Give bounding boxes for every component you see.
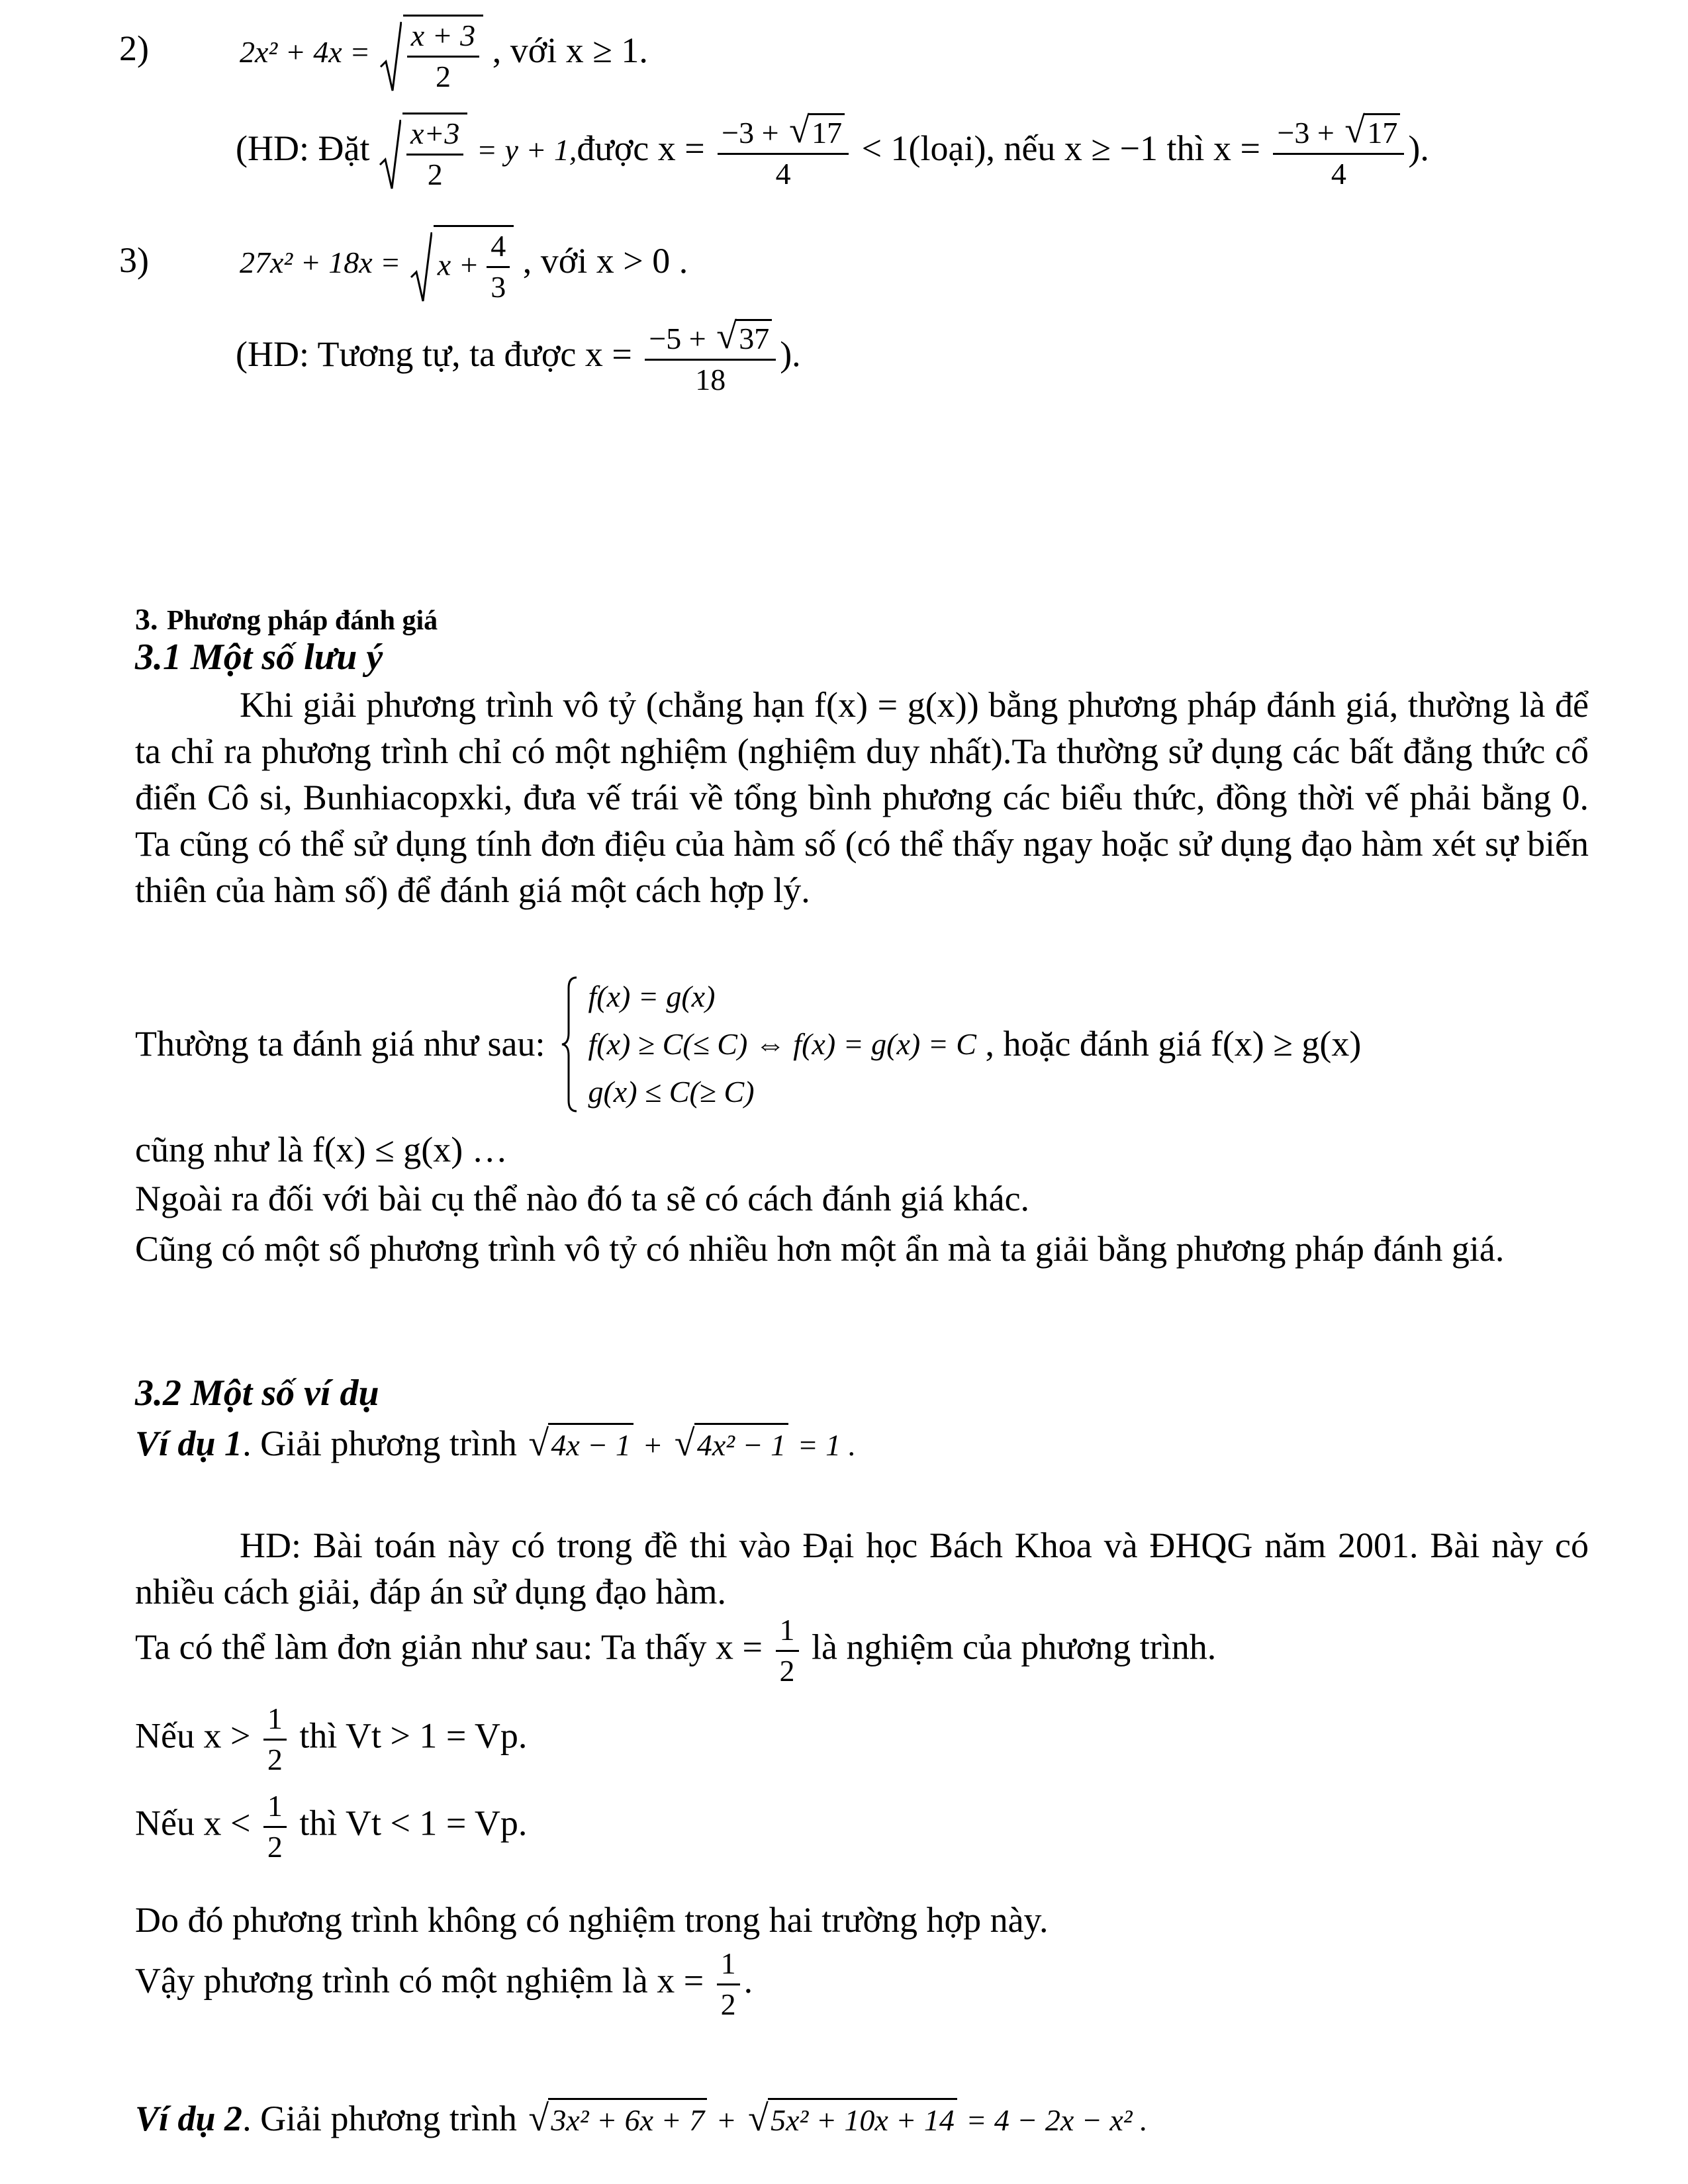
case-less: Nếu x < $\frac{1}{2}$ thì Vt < 1 = Vp. [135, 1789, 528, 1864]
radical-sign-icon [379, 21, 402, 93]
radical-sign-icon [410, 231, 432, 304]
left-brace-icon [561, 975, 579, 1114]
sqrt-substitution: $\frac{x+3}{2}$ [379, 113, 467, 191]
item-3-number: 3) [119, 240, 149, 280]
example-1-statement: Ví dụ 1. Giải phương trình √ 4x − 1 + √ 4x² − 1 = 1 . [135, 1423, 857, 1464]
line-multi: Cũng có một số phương trình vô tỷ có nhiều hơn một ẩn mà ta giải bằng phương pháp đánh giá. [135, 1229, 1505, 1269]
sqrt-expression [379, 15, 483, 93]
item-2-equation [240, 15, 648, 93]
line-other: Ngoài ra đối với bài cụ thể nào đó ta sẽ có cách đánh giá khác. [135, 1179, 1030, 1218]
conclusion-line-2: Vậy phương trình có một nghiệm là x = $\frac{1}{2}$ . [135, 1946, 753, 2021]
solution-fraction-2: −3 + √ 17 4 [1273, 113, 1404, 191]
system-line-2: f(x) ≥ C(≤ C) ⇔ f(x) = g(x) = C [588, 1027, 976, 1061]
evaluation-system: Thường ta đánh giá như sau: f(x) = g(x) f(x) ≥ C(≤ C) ⇔ f(x) = g(x) = C g(x) ≤ C(≥ C) , hoặc đánh giá f(x) ≥ g(x) [135, 973, 1361, 1116]
solution-fraction: −3 + √ 17 4 [718, 113, 849, 191]
case-greater: Nếu x > $\frac{1}{2}$ thì Vt > 1 = Vp. [135, 1702, 528, 1776]
intro-paragraph: Khi giải phương trình vô tỷ (chẳng hạn f(x) = g(x)) bằng phương pháp đánh giá, thường là để ta chỉ ra phương trình chỉ có một nghiệm (nghiệm duy nhất).Ta thường sử dụng các bất đẳng thức cổ điển Cô si, Bunhiacopxki, đưa vế trái về tổng bình phương các biểu thức, đồng thời vế phải bằng 0. Ta cũng có thể sử dụng tính đơn điệu của hàm số (có thể thấy ngay hoặc sử dụng đạo hàm xét sự biến thiên của hàm số) để đánh giá một cách hợp lý. [135, 685, 1589, 910]
sqrt-expression: x + $\frac{4}{3}$ [410, 225, 514, 304]
subsection-heading-3-1: 3.1 Một số lưu ý [135, 637, 383, 678]
item-3-hint: (HD: Tương tự, ta được x = −5 + √ 37 18 ). [236, 316, 801, 396]
example-1-hint: HD: Bài toán này có trong đề thi vào Đại học Bách Khoa và ĐHQG năm 2001. Bài này có nhiều cách giải, đáp án sử dụng đạo hàm. [135, 1525, 1589, 1612]
example-2-statement: Ví dụ 2. Giải phương trình √ 3x² + 6x + 7 + √ 5x² + 10x + 14 = 4 − 2x − x² . [135, 2098, 1148, 2139]
condition-text: , với x ≥ 1. [492, 30, 648, 70]
line-also: cũng như là f(x) ≤ g(x) … [135, 1130, 508, 1169]
example-1-observation: Ta có thể làm đơn giản như sau: Ta thấy x = $\frac{1}{2}$ là nghiệm của phương trình. [135, 1613, 1217, 1688]
equation-lhs: 2x² + 4x = [240, 34, 371, 69]
system-line-3: g(x) ≤ C(≥ C) [588, 1075, 755, 1109]
fraction-denominator: 2 [435, 59, 451, 93]
section-heading: 3. Phương pháp đánh giá [135, 602, 438, 636]
item-2-number: 2) [119, 28, 149, 68]
item-2-hint: (HD: Đặt $\frac{x+3}{2}$ = y + 1,được x = −3 + √ 17 4 < 1(loại), nếu x ≥ −1 thì x = −3 + √ 17 4 ). [236, 110, 1429, 191]
system-line-1: f(x) = g(x) [588, 979, 716, 1013]
conclusion-line-1: Do đó phương trình không có nghiệm trong hai trường hợp này. [135, 1900, 1049, 1940]
subsection-heading-3-2: 3.2 Một số ví dụ [135, 1373, 379, 1414]
fraction-numerator: x + 3 [407, 19, 479, 58]
item-3-equation: 27x² + 18x = x + $\frac{4}{3}$ , với x > 0 . [240, 225, 688, 304]
solution-fraction: −5 + √ 37 18 [645, 319, 776, 396]
radical-sign-icon [379, 118, 401, 191]
